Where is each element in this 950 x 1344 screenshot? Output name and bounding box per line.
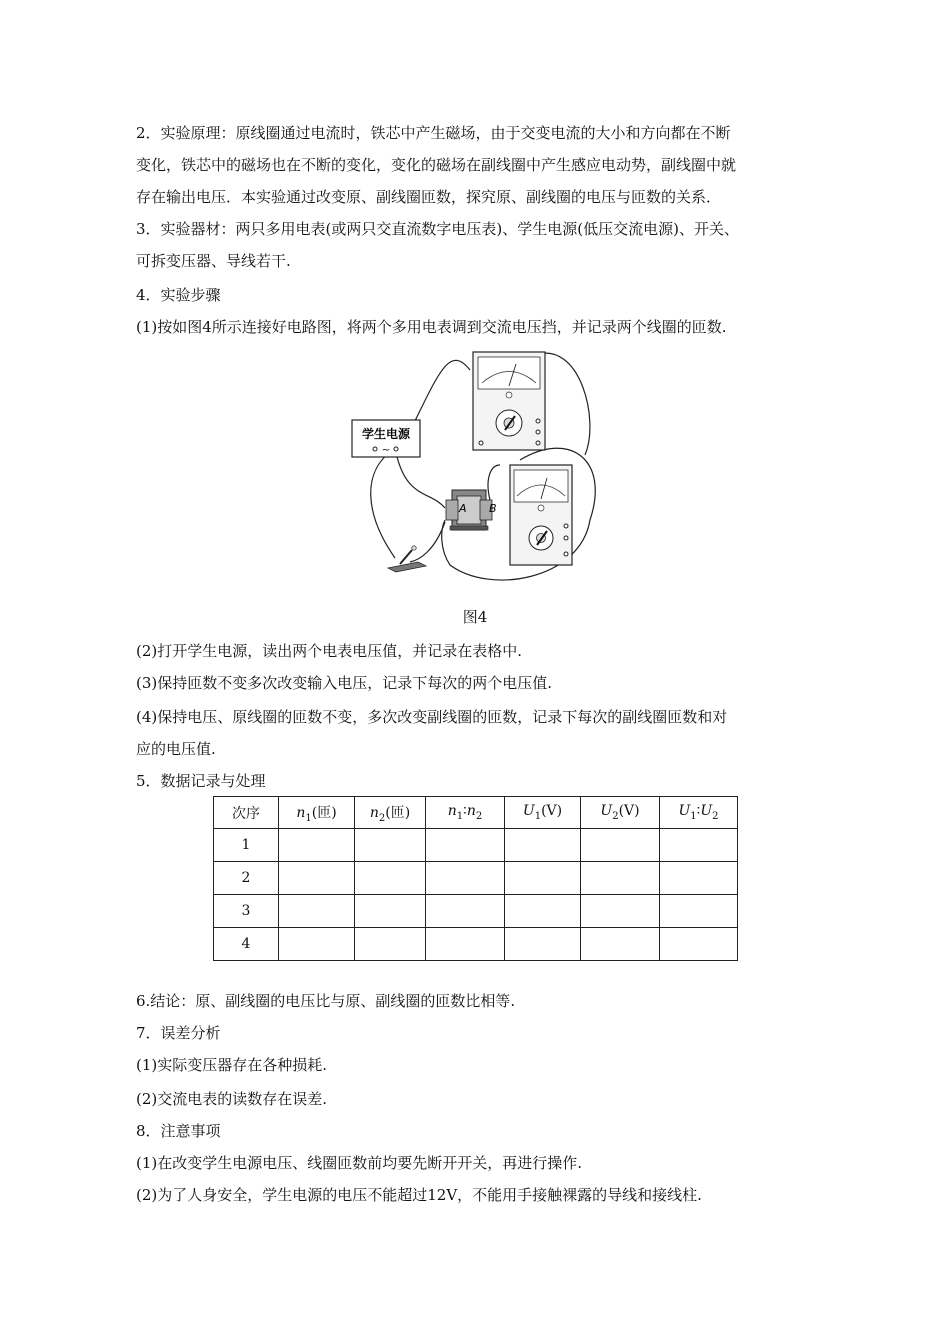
data-table <box>213 796 738 961</box>
equipment-line-2: 可拆变压器、导线若干. <box>136 252 291 270</box>
knife-switch <box>388 546 426 572</box>
principle-line-3: 存在输出电压．本实验通过改变原、副线圈匝数，探究原、副线圈的电压与匝数的关系． <box>136 188 722 206</box>
table-cell <box>660 895 738 928</box>
multimeter-2 <box>510 465 572 565</box>
table-row <box>214 895 738 928</box>
table-cell <box>660 862 738 895</box>
table-cell <box>426 862 505 895</box>
data-heading: 5．数据记录与处理 <box>136 772 266 790</box>
table-cell <box>581 829 660 862</box>
power-terminal-right <box>394 447 398 451</box>
coil-a-label: A <box>459 502 467 515</box>
error-heading: 7．误差分析 <box>136 1024 221 1042</box>
transformer <box>446 490 492 530</box>
power-supply-label: 学生电源 <box>361 427 411 441</box>
error-2: (2)交流电表的读数存在误差. <box>136 1090 328 1108</box>
principle-line-1: 2．实验原理：原线圈通过电流时，铁芯中产生磁场，由于交变电流的大小和方向都在不断 <box>136 124 731 142</box>
circuit-figure <box>340 350 620 600</box>
header-u1: $U_1(V)$ <box>505 797 581 829</box>
table-row <box>214 862 738 895</box>
steps-heading: 4．实验步骤 <box>136 286 221 304</box>
power-terminal-left <box>373 447 377 451</box>
step-2: (2)打开学生电源，读出两个电表电压值，并记录在表格中. <box>136 642 523 660</box>
step-4-line-2: 应的电压值. <box>136 740 216 758</box>
table-cell <box>355 829 426 862</box>
table-cell <box>660 928 738 961</box>
row-index: 1 <box>214 829 279 862</box>
table-header-row <box>214 797 738 829</box>
table-cell <box>660 829 738 862</box>
table-cell <box>581 895 660 928</box>
error-1: (1)实际变压器存在各种损耗. <box>136 1056 328 1074</box>
row-index: 3 <box>214 895 279 928</box>
table-row <box>214 829 738 862</box>
conclusion: 6.结论：原、副线圈的电压比与原、副线圈的匝数比相等. <box>136 992 516 1010</box>
header-u-ratio: $U_1∶U_2$ <box>660 797 738 829</box>
row-index: 4 <box>214 928 279 961</box>
table-cell <box>279 928 355 961</box>
table-cell <box>279 862 355 895</box>
wire-meter2-to-coilb <box>488 465 500 500</box>
step-4-line-1: (4)保持电压、原线圈的匝数不变，多次改变副线圈的匝数，记录下每次的副线圈匝数和对 <box>136 708 728 726</box>
table-cell <box>426 895 505 928</box>
table-cell <box>279 895 355 928</box>
multimeter-1 <box>473 352 545 450</box>
table-cell <box>355 895 426 928</box>
table-cell <box>426 928 505 961</box>
step-1: (1)按如图4所示连接好电路图，将两个多用电表调到交流电压挡，并记录两个线圈的匝数. <box>136 318 727 336</box>
equipment-line-1: 3．实验器材：两只多用电表(或两只交直流数字电压表)、学生电源(低压交流电源)、开关、 <box>136 220 739 238</box>
table-cell <box>505 862 581 895</box>
table-cell <box>581 928 660 961</box>
coil-b-label: B <box>489 502 497 515</box>
ac-symbol: ~ <box>381 445 391 456</box>
table-cell <box>279 829 355 862</box>
wire-power-to-meter1 <box>412 360 470 427</box>
row-index: 2 <box>214 862 279 895</box>
step-3: (3)保持匝数不变多次改变输入电压，记录下每次的两个电压值. <box>136 674 553 692</box>
table-cell <box>355 862 426 895</box>
table-row <box>214 928 738 961</box>
table-cell <box>426 829 505 862</box>
header-n2: $n_2$(匝) <box>355 797 426 829</box>
header-order: 次序 <box>214 797 279 829</box>
figure-caption: 图4 <box>462 608 488 626</box>
table-cell <box>505 928 581 961</box>
table-cell <box>505 895 581 928</box>
principle-line-2: 变化，铁芯中的磁场也在不断的变化，变化的磁场在副线圈中产生感应电动势，副线圈中就 <box>136 156 737 174</box>
note-1: (1)在改变学生电源电压、线圈匝数前均要先断开开关，再进行操作. <box>136 1154 583 1172</box>
table-cell <box>581 862 660 895</box>
wire-coila-to-switch <box>410 522 445 562</box>
header-n1: $n_1$(匝) <box>279 797 355 829</box>
table-cell <box>355 928 426 961</box>
header-n-ratio: $n_1∶n_2$ <box>426 797 505 829</box>
wire-power-to-switch <box>371 448 396 558</box>
note-2: (2)为了人身安全，学生电源的电压不能超过12V，不能用手接触裸露的导线和接线柱. <box>136 1186 702 1204</box>
header-u2: $U_2(V)$ <box>581 797 660 829</box>
table-cell <box>505 829 581 862</box>
notes-heading: 8．注意事项 <box>136 1122 221 1140</box>
